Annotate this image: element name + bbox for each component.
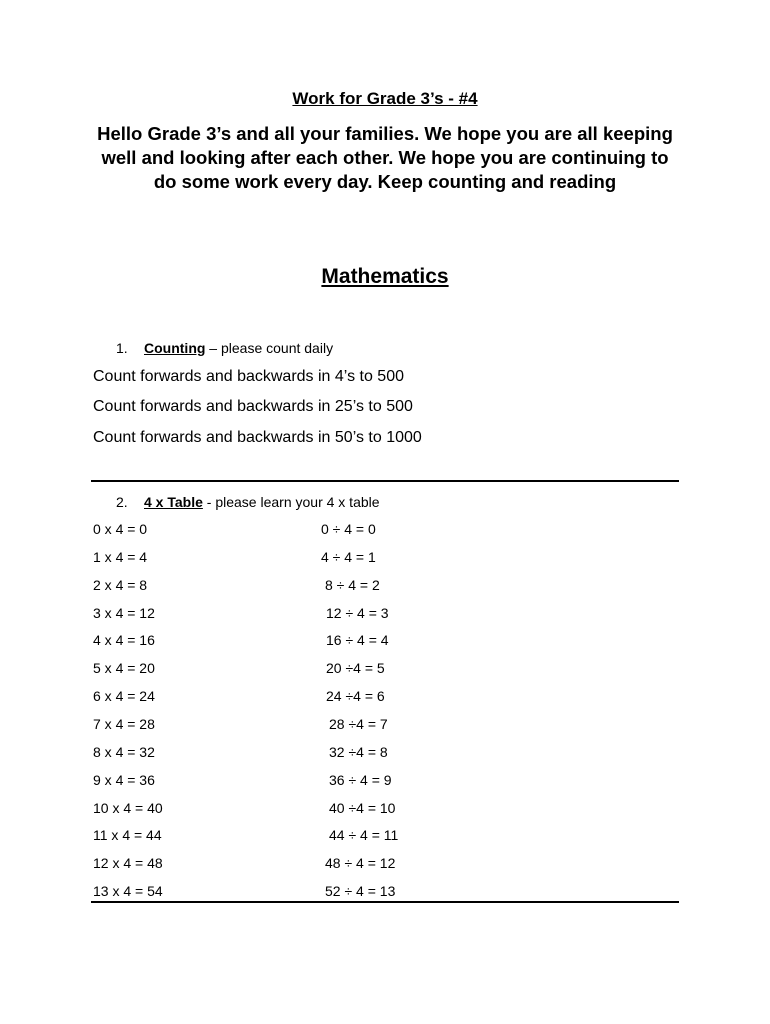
multiply-fact: 11 x 4 = 44 [93, 827, 162, 844]
divide-fact: 4 ÷ 4 = 1 [321, 548, 376, 565]
multiply-fact: 1 x 4 = 4 [93, 548, 148, 565]
counting-heading [116, 340, 333, 356]
divide-fact: 28 ÷4 = 7 [329, 715, 388, 732]
times-table-heading [116, 494, 380, 510]
multiply-fact: 10 x 4 = 40 [93, 799, 163, 816]
divide-fact: 36 ÷ 4 = 9 [329, 771, 392, 788]
counting-line: Count forwards and backwards in 25’s to 500 [93, 398, 413, 415]
divide-fact: 40 ÷4 = 10 [329, 799, 396, 816]
counting-number: 1. [116, 340, 128, 356]
divide-fact: 20 ÷4 = 5 [326, 660, 385, 677]
counting-instruction: – please count daily [205, 340, 334, 356]
divide-fact: 16 ÷ 4 = 4 [326, 632, 389, 649]
divide-fact: 0 ÷ 4 = 0 [321, 521, 376, 537]
page-title: Work for Grade 3’s - #4 [292, 89, 478, 108]
divide-fact: 52 ÷ 4 = 13 [325, 883, 396, 900]
multiply-fact: 13 x 4 = 54 [93, 883, 163, 900]
divide-fact: 24 ÷4 = 6 [326, 688, 385, 705]
multiply-fact: 6 x 4 = 24 [93, 688, 155, 705]
divide-fact: 12 ÷ 4 = 3 [326, 604, 389, 621]
divide-fact: 8 ÷ 4 = 2 [325, 576, 380, 593]
multiply-fact: 3 x 4 = 12 [93, 604, 155, 621]
divide-fact: 32 ÷4 = 8 [329, 743, 388, 760]
times-table-label: 4 x Table [144, 494, 203, 510]
times-table-instruction: - please learn your 4 x table [202, 494, 380, 510]
multiply-fact: 5 x 4 = 20 [93, 660, 155, 677]
multiply-fact: 9 x 4 = 36 [93, 771, 155, 788]
multiply-fact: 0 x 4 = 0 [93, 521, 148, 537]
intro-paragraph: Hello Grade 3’s and all your families. We hope you are all keeping well and looking after each other. We hope you are continuing to do some work every day. Keep counting and reading [97, 123, 673, 192]
divide-fact: 44 ÷ 4 = 11 [329, 827, 399, 844]
multiply-fact: 12 x 4 = 48 [93, 855, 163, 872]
section-heading-mathematics: Mathematics [321, 265, 449, 288]
times-table-number: 2. [116, 494, 128, 510]
multiply-fact: 2 x 4 = 8 [93, 576, 148, 593]
divide-fact: 48 ÷ 4 = 12 [325, 855, 396, 872]
multiply-fact: 8 x 4 = 32 [93, 743, 155, 760]
counting-line: Count forwards and backwards in 50’s to 1000 [93, 429, 422, 446]
multiply-fact: 7 x 4 = 28 [93, 715, 155, 732]
multiply-fact: 4 x 4 = 16 [93, 632, 155, 649]
section-divider-top [91, 480, 679, 482]
section-divider-bottom [91, 901, 679, 903]
counting-label: Counting [144, 340, 206, 356]
counting-line: Count forwards and backwards in 4’s to 500 [93, 368, 404, 385]
